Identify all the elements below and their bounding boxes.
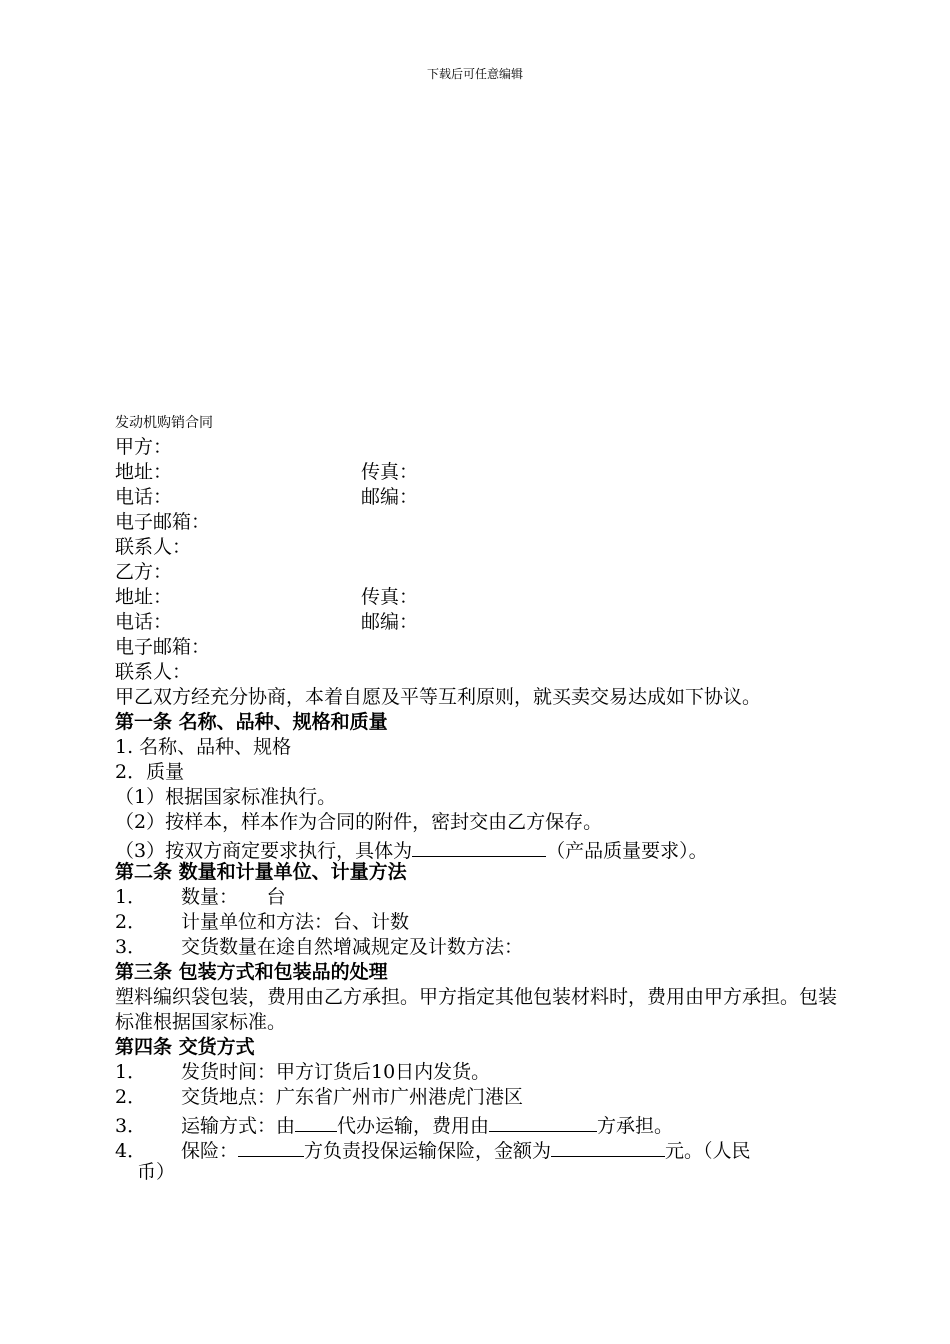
item-number: 2． xyxy=(115,911,147,933)
insurance-amount-blank xyxy=(551,1135,665,1157)
item-text: 数量： 台 xyxy=(181,886,286,908)
item4-post: 元。（人民 xyxy=(665,1140,751,1162)
party-a-email: 电子邮箱： xyxy=(115,511,211,533)
party-b-phone: 电话： xyxy=(115,611,173,633)
article4-item2 xyxy=(115,1085,840,1110)
article4-item4 xyxy=(115,1135,840,1160)
article2-item xyxy=(115,910,840,935)
party-a-label: 甲方： xyxy=(115,436,173,458)
article1-sub1: （1）根据国家标准执行。 xyxy=(115,786,337,808)
item3-mid: 代办运输，费用由 xyxy=(337,1115,490,1137)
party-a-fax: 传真： xyxy=(361,461,419,483)
article1-title: 第一条 名称、品种、规格和质量 xyxy=(115,711,388,733)
transport-cost-blank xyxy=(489,1110,597,1132)
article4-item4-continued: 币） xyxy=(137,1161,176,1183)
party-a-address-row xyxy=(115,460,840,485)
article1-sub3-post: （产品质量要求）。 xyxy=(546,840,708,862)
item-number: 1． xyxy=(115,886,147,908)
party-b-phone-row xyxy=(115,610,840,635)
item-text: 计量单位和方法：台、计数 xyxy=(181,911,410,933)
item-text: 发货时间：甲方订货后10日内发货。 xyxy=(181,1061,491,1083)
article1-sub3 xyxy=(115,835,840,860)
party-b-postcode: 邮编： xyxy=(361,611,419,633)
article1-sub2: （2）按样本，样本作为合同的附件，密封交由乙方保存。 xyxy=(115,811,603,833)
party-a-phone-row xyxy=(115,485,840,510)
item-number: 3． xyxy=(115,1115,147,1137)
item-number: 2． xyxy=(115,1086,147,1108)
item-number: 3． xyxy=(115,936,147,958)
article2-item xyxy=(115,935,840,960)
transport-agent-blank xyxy=(295,1110,337,1132)
item3-post: 方承担。 xyxy=(597,1115,674,1137)
item3-pre: 运输方式：由 xyxy=(181,1115,296,1137)
article1-item1: 1. 名称、品种、规格 xyxy=(115,736,292,758)
item-number: 1． xyxy=(115,1061,147,1083)
party-b-email: 电子邮箱： xyxy=(115,636,211,658)
party-b-address: 地址： xyxy=(115,586,173,608)
article4-item1 xyxy=(115,1060,840,1085)
item-text: 交货地点：广东省广州市广州港虎门港区 xyxy=(181,1086,524,1108)
party-a-address: 地址： xyxy=(115,461,173,483)
party-a-phone: 电话： xyxy=(115,486,173,508)
item-number: 4． xyxy=(115,1140,147,1162)
document-title: 发动机购销合同 xyxy=(115,415,213,431)
header-note: 下载后可任意编辑 xyxy=(426,67,523,81)
contract-document xyxy=(115,413,840,1185)
insurance-party-blank xyxy=(238,1135,304,1157)
article4-item3 xyxy=(115,1110,840,1135)
article4-title: 第四条 交货方式 xyxy=(115,1036,255,1058)
item4-mid: 方负责投保运输保险，金额为 xyxy=(304,1140,552,1162)
article1-sub3-pre: （3）按双方商定要求执行，具体为 xyxy=(115,840,413,862)
article2-title: 第二条 数量和计量单位、计量方法 xyxy=(115,861,407,883)
party-b-address-row xyxy=(115,585,840,610)
article2-item xyxy=(115,885,840,910)
quality-blank xyxy=(412,835,546,857)
party-b-contact: 联系人： xyxy=(115,661,192,683)
article3-title: 第三条 包装方式和包装品的处理 xyxy=(115,961,388,983)
article1-item2: 2．质量 xyxy=(115,761,185,783)
item-text: 交货数量在途自然增减规定及计数方法： xyxy=(181,936,524,958)
party-b-fax: 传真： xyxy=(361,586,419,608)
party-a-contact: 联系人： xyxy=(115,536,192,558)
party-b-label: 乙方： xyxy=(115,561,173,583)
item4-pre: 保险： xyxy=(181,1140,239,1162)
article3-text: 塑料编织袋包装，费用由乙方承担。甲方指定其他包装材料时，费用由甲方承担。包装标准根据国家标准。 xyxy=(115,986,838,1033)
intro-paragraph: 甲乙双方经充分协商，本着自愿及平等互利原则，就买卖交易达成如下协议。 xyxy=(115,686,762,708)
party-a-postcode: 邮编： xyxy=(361,486,419,508)
